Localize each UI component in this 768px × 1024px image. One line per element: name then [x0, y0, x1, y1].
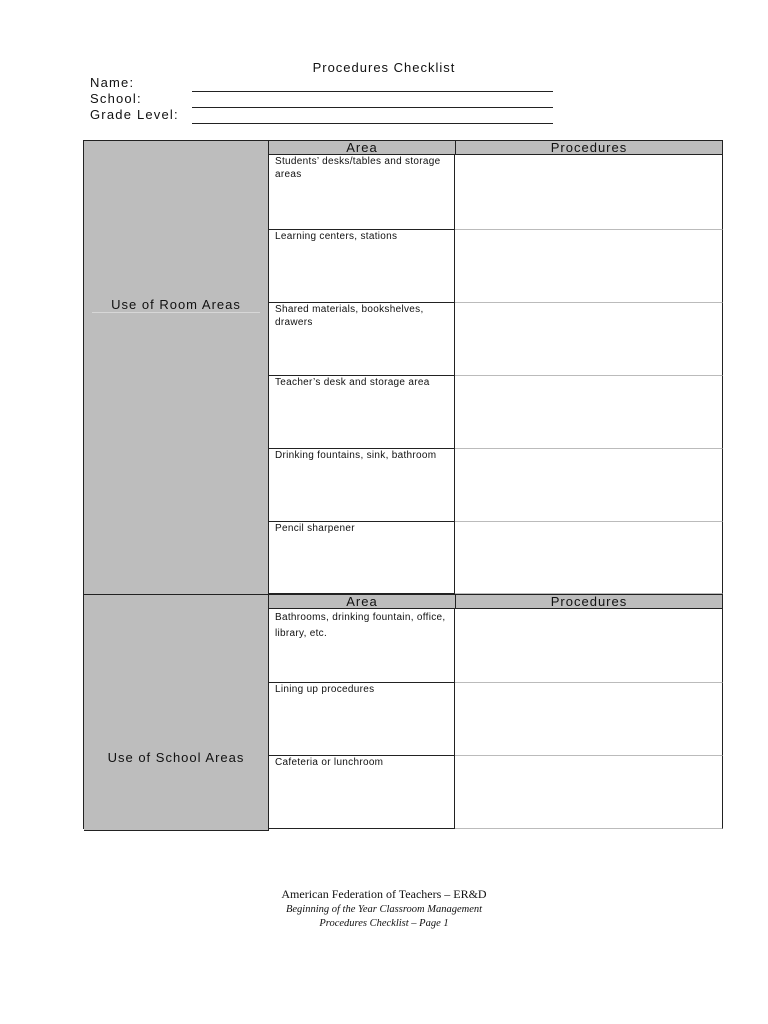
procedures-cell[interactable] [455, 230, 723, 303]
area-cell: Lining up procedures [268, 683, 455, 756]
procedures-cell[interactable] [455, 609, 723, 683]
area-cell: Learning centers, stations [268, 230, 455, 303]
name-label: Name: [90, 75, 135, 90]
grade-level-label: Grade Level: [90, 107, 179, 122]
procedures-header: Procedures [455, 140, 723, 155]
school-line[interactable] [192, 107, 553, 108]
footer-subtitle: Beginning of the Year Classroom Management [285, 904, 483, 915]
procedures-cell[interactable] [455, 376, 723, 449]
area-cell: Teacher’s desk and storage area [268, 376, 455, 449]
area-cell: Students’ desks/tables and storage areas [268, 155, 455, 230]
grade-level-line[interactable] [192, 123, 553, 124]
area-cell: Shared materials, bookshelves, drawers [268, 303, 455, 376]
procedures-cell[interactable] [455, 683, 723, 756]
category-label: Use of Room Areas [111, 297, 241, 312]
page-title: Procedures Checklist [312, 60, 456, 75]
name-line[interactable] [192, 91, 553, 92]
school-label: School: [90, 91, 142, 106]
procedures-cell[interactable] [455, 155, 723, 230]
procedures-cell[interactable] [455, 303, 723, 376]
category-label: Use of School Areas [107, 750, 245, 765]
procedures-header: Procedures [455, 594, 723, 609]
procedures-cell[interactable] [455, 756, 723, 829]
procedures-cell[interactable] [455, 449, 723, 522]
area-cell: Cafeteria or lunchroom [268, 756, 455, 829]
area-header: Area [268, 140, 456, 155]
footer-org: American Federation of Teachers – ER&D [281, 887, 487, 901]
area-cell: Bathrooms, drinking fountain, office, library, etc. [268, 609, 455, 683]
procedures-cell[interactable] [455, 522, 723, 594]
category-cell [84, 594, 269, 831]
footer-page: Procedures Checklist – Page 1 [319, 918, 449, 929]
area-cell: Pencil sharpener [268, 522, 455, 594]
area-cell: Drinking fountains, sink, bathroom [268, 449, 455, 522]
area-header: Area [268, 594, 456, 609]
category-cell [84, 140, 269, 595]
